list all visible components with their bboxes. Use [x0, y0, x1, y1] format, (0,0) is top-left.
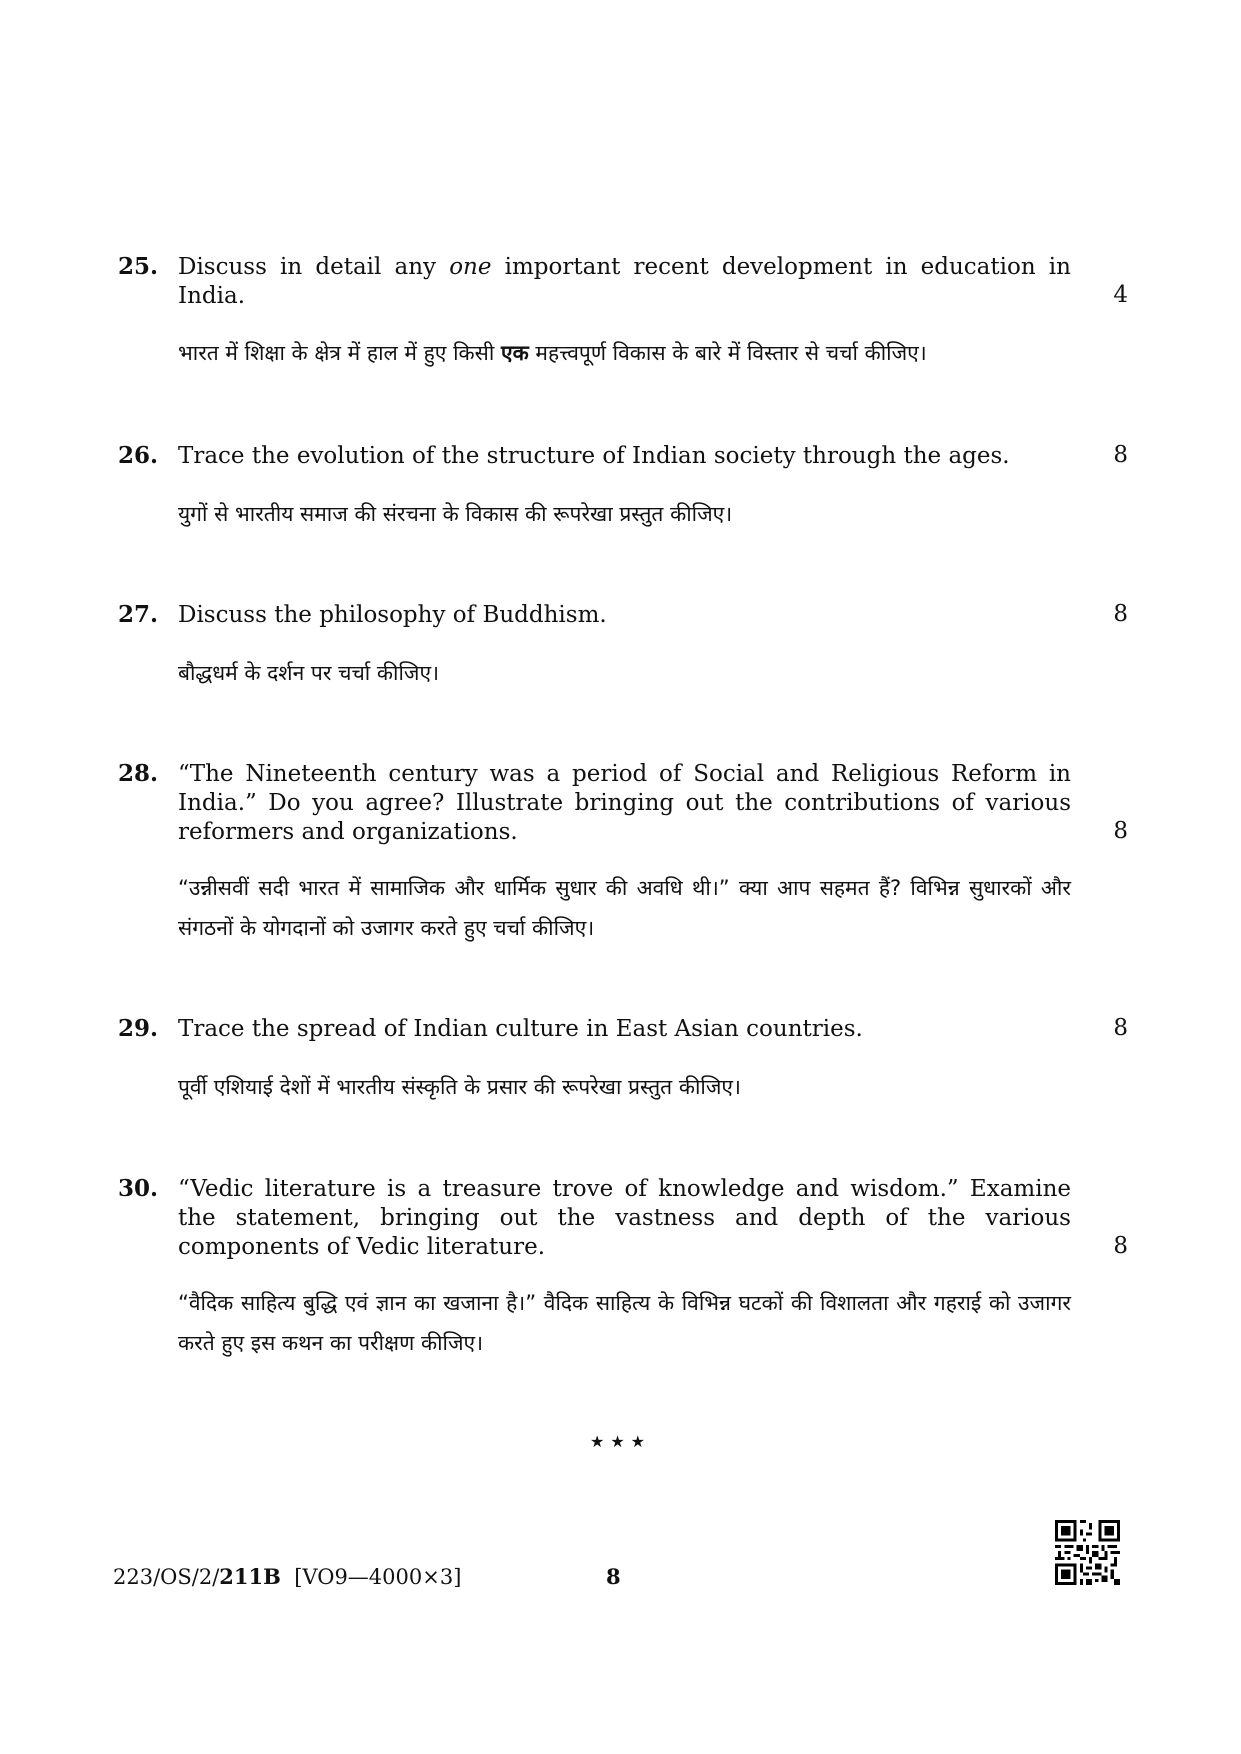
question-text: “Vedic literature is a treasure trove of knowledge and wisdom.” Examine the statement, bringing out the vastness and depth of the various components of Vedic literature. — [178, 1176, 1071, 1260]
question-number: 29. — [118, 1015, 159, 1042]
paper-code: 223/OS/2/211B [VO9—4000×3] — [113, 1564, 462, 1589]
question-number: 28. — [118, 760, 159, 787]
question-text: “The Nineteenth century was a period of Social and Religious Reform in India.” Do you agree? Illustrate bringing out the contributions of various reformers and organizations. — [178, 761, 1071, 845]
question-text: Discuss in detail any one important recent development in education in India. — [178, 254, 1071, 309]
page-number: 8 — [606, 1564, 621, 1589]
question-text-hindi: भारत में शिक्षा के क्षेत्र में हाल में हुए किसी एक महत्त्वपूर्ण विकास के बारे में विस्तार से चर्चा कीजिए। — [178, 341, 927, 365]
end-marker: ★★★ — [589, 1432, 652, 1451]
question-text-hindi: “उन्नीसवीं सदी भारत में सामाजिक और धार्मिक सुधार की अवधि थी।” क्या आप सहमत हैं? विभिन्न सुधारकों और संगठनों के योगदानों को उजागर करते हुए चर्चा कीजिए। — [178, 876, 1071, 940]
marks: 8 — [1113, 1233, 1128, 1259]
emphasis-text-hindi: एक — [500, 341, 529, 365]
question-text-hindi: पूर्वी एशियाई देशों में भारतीय संस्कृति के प्रसार की रूपरेखा प्रस्तुत कीजिए। — [178, 1075, 741, 1099]
question-number: 30. — [118, 1175, 159, 1202]
question-number: 27. — [118, 601, 159, 628]
question-text-hindi: युगों से भारतीय समाज की संरचना के विकास की रूपरेखा प्रस्तुत कीजिए। — [178, 502, 733, 526]
question-text: Discuss the philosophy of Buddhism. — [178, 602, 607, 628]
question-number: 26. — [118, 442, 159, 469]
marks: 8 — [1113, 442, 1128, 468]
marks: 8 — [1113, 818, 1128, 844]
question-text-hindi: बौद्धधर्म के दर्शन पर चर्चा कीजिए। — [178, 661, 440, 685]
question-text: Trace the evolution of the structure of Indian society through the ages. — [178, 443, 1010, 469]
marks: 8 — [1113, 601, 1128, 627]
question-number: 25. — [118, 253, 159, 280]
marks: 8 — [1113, 1015, 1128, 1041]
qr-code-icon — [1055, 1520, 1120, 1585]
marks: 4 — [1113, 282, 1128, 308]
emphasis-text: one — [449, 254, 492, 280]
question-text-hindi: “वैदिक साहित्य बुद्धि एवं ज्ञान का खजाना है।” वैदिक साहित्य के विभिन्न घटकों की विशालता और गहराई को उजागर करते हुए इस कथन का परीक्षण कीजिए। — [178, 1291, 1071, 1355]
question-text: Trace the spread of Indian culture in East Asian countries. — [178, 1016, 863, 1042]
